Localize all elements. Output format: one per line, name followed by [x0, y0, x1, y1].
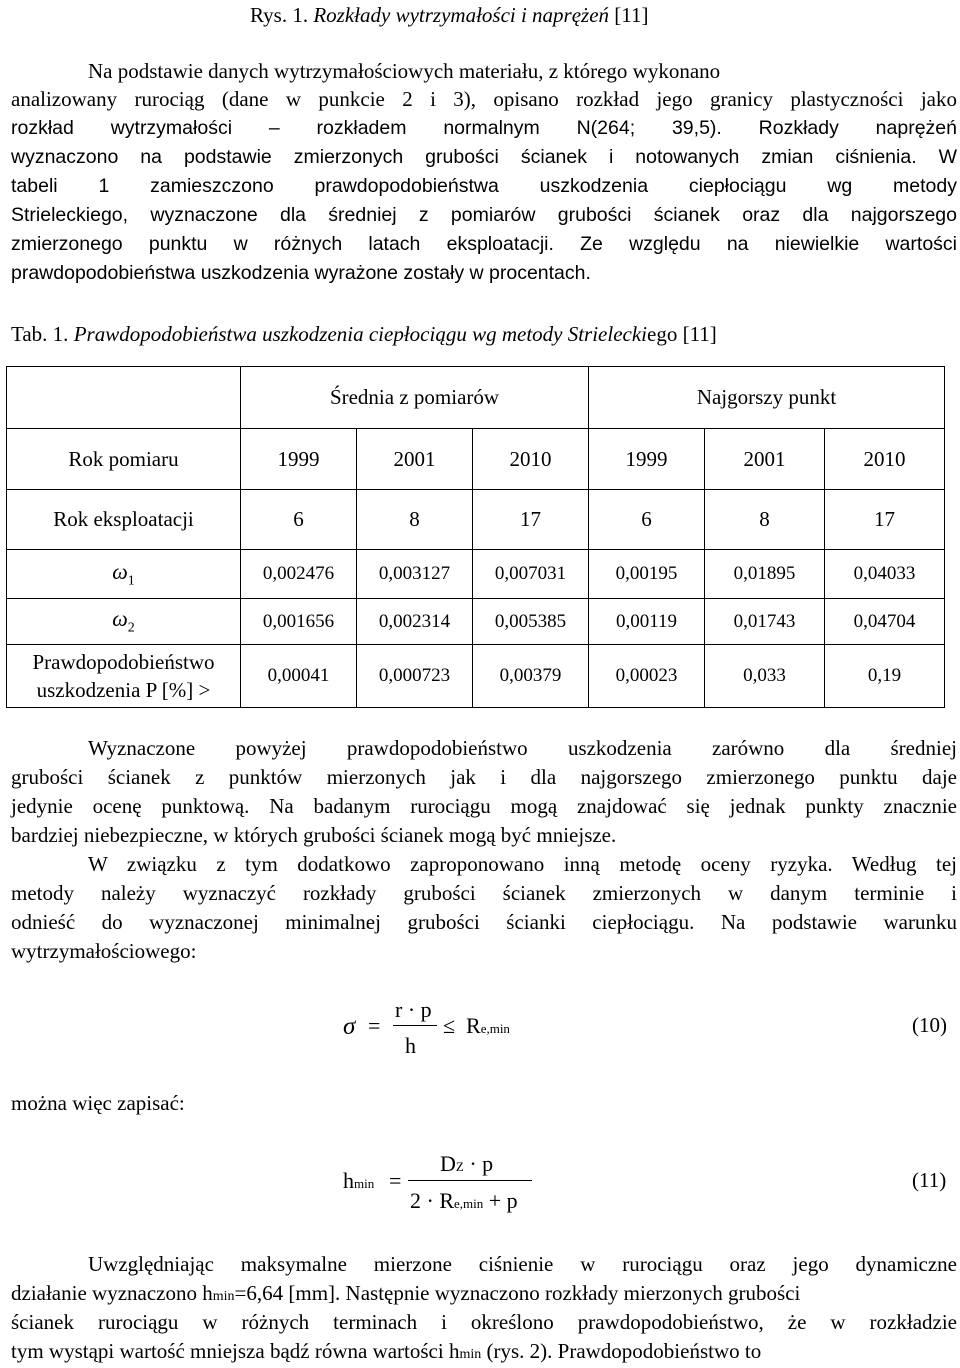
- table-cell: 0,007031: [473, 550, 589, 599]
- formula-rhs: [466, 1013, 510, 1039]
- lhs-symbol: h: [343, 1168, 354, 1193]
- table-cell: 0,00041: [241, 645, 357, 708]
- figure-caption-prefix: Rys. 1.: [250, 3, 309, 27]
- paragraph-line: [11, 1280, 800, 1310]
- row-label-omega2: [7, 599, 241, 645]
- table-cell: 2010: [825, 429, 945, 490]
- table-cell: 8: [705, 490, 825, 550]
- paragraph-line: Uwzględniając maksymalne mierzone ciśnienie w rurociągu oraz jego dynamiczne: [88, 1252, 957, 1276]
- bridge-text: można więc zapisać:: [11, 1091, 185, 1115]
- table-cell: 0,00023: [589, 645, 705, 708]
- paragraph-line: ścianek rurociągu w różnych terminach i określono prawdopodobieństwo, że w rozkładzie: [11, 1310, 957, 1334]
- row-label: Rok pomiaru: [7, 429, 241, 490]
- table-cell: 0,003127: [357, 550, 473, 599]
- text-segment: tym wystąpi wartość mniejsza bądź równa wartości h: [11, 1339, 460, 1363]
- numerator-subscript: Z: [455, 1159, 464, 1174]
- paragraph-line: Strieleckiego, wyznaczone dla średniej z pomiarów grubości ścianek oraz dla najgorszego: [11, 204, 957, 226]
- paragraph-line: grubości ścianek z punktów mierzonych jak i dla najgorszego zmierzonego punktu daje: [11, 765, 957, 789]
- omega-subscript: 2: [127, 620, 135, 636]
- table-cell: 6: [589, 490, 705, 550]
- omega-subscript: 1: [127, 573, 135, 589]
- paragraph-line: W związku z tym dodatkowo zaproponowano inną metodę oceny ryzyka. Według tej: [88, 852, 957, 876]
- formula-numerator: r · p: [395, 997, 432, 1022]
- table-caption-end: ego [11]: [647, 322, 717, 346]
- paragraph-line: bardziej niebezpieczne, w których grubości ścianek mogą być mniejsze.: [11, 823, 617, 847]
- header-worst-point: Najgorszy punkt: [589, 367, 945, 429]
- figure-caption-title: Rozkłady wytrzymałości i naprężeń: [313, 3, 610, 27]
- table-corner-cell: [7, 367, 241, 429]
- header-average: Średnia z pomiarów: [241, 367, 589, 429]
- formula-lhs: [343, 1168, 374, 1194]
- table-cell: 0,005385: [473, 599, 589, 645]
- row-label-line1: Prawdopodobieństwo: [32, 650, 215, 674]
- denominator-b: + p: [483, 1188, 518, 1213]
- table-cell: 2001: [357, 429, 473, 490]
- table-cell: 0,00119: [589, 599, 705, 645]
- paragraph-line: analizowany rurociąg (dane w punkcie 2 i 3), opisano rozkład jego granicy plastyczności jako: [11, 87, 957, 111]
- table-cell: 17: [825, 490, 945, 550]
- text-segment: (rys. 2). Prawdopodobieństwo to: [481, 1339, 762, 1363]
- table-cell: 2001: [705, 429, 825, 490]
- table-caption-prefix: Tab. 1.: [11, 322, 69, 346]
- paragraph-line: jedynie ocenę punktową. Na badanym rurociągu mogą znajdować się jednak punkty znacznie: [11, 794, 957, 818]
- table-cell: 0,00379: [473, 645, 589, 708]
- formula-denominator: [410, 1188, 518, 1214]
- row-label-line2: uszkodzenia P [%] >: [36, 678, 211, 702]
- omega-symbol: ω: [112, 558, 128, 584]
- table-cell: 0,001656: [241, 599, 357, 645]
- table-cell: 0,01895: [705, 550, 825, 599]
- text-subscript: min: [459, 1347, 482, 1362]
- paragraph-line: zmierzonego punktu w różnych latach eksploatacji. Ze względu na niewielkie wartości: [11, 233, 957, 255]
- text-segment: =6,64 [mm]. Następnie wyznaczono rozkłady mierzonych grubości: [234, 1281, 801, 1305]
- fraction-bar: [393, 1025, 437, 1026]
- paragraph-line: wyznaczono na podstawie zmierzonych grubości ścianek i notowanych zmian ciśnienia. W: [11, 146, 957, 168]
- equation-number-10: (10): [912, 1013, 947, 1037]
- table-row: [7, 599, 945, 645]
- table-caption-title: Prawdopodobieństwa uszkodzenia ciepłociągu wg metody Strielecki: [73, 322, 648, 346]
- paragraph-line: metody należy wyznaczyć rozkłady grubości ścianek zmierzonych w danym terminie i: [11, 881, 957, 905]
- omega-symbol: ω: [112, 606, 128, 632]
- formula-numerator: [440, 1151, 493, 1177]
- table-cell: 1999: [241, 429, 357, 490]
- denominator-subscript: e,min: [454, 1196, 484, 1211]
- table-cell: 0,01743: [705, 599, 825, 645]
- table-caption: [11, 321, 717, 347]
- lhs-subscript: min: [354, 1176, 375, 1191]
- paragraph-line: [11, 1338, 761, 1368]
- paragraph-line: tabeli 1 zamieszczono prawdopodobieństwa uszkodzenia ciepłociągu wg metody: [11, 175, 957, 197]
- table-cell: 0,002314: [357, 599, 473, 645]
- paragraph-line: prawdopodobieństwa uszkodzenia wyrażone zostały w procentach.: [11, 262, 591, 284]
- table-cell: 0,000723: [357, 645, 473, 708]
- text-segment: działanie wyznaczono h: [11, 1281, 213, 1305]
- table-header-row: [7, 367, 945, 429]
- table-cell: 8: [357, 490, 473, 550]
- table-cell: 0,002476: [241, 550, 357, 599]
- numerator-rest: · p: [463, 1151, 494, 1176]
- paragraph-line: rozkład wytrzymałości – rozkładem normalnym N(264; 39,5). Rozkłady naprężeń: [11, 117, 957, 139]
- sigma-symbol: σ: [343, 1013, 356, 1040]
- table-cell: 17: [473, 490, 589, 550]
- fraction-bar: [408, 1180, 532, 1181]
- figure-caption-ref: [11]: [614, 3, 649, 27]
- leq-sign: ≤: [443, 1013, 456, 1038]
- row-label-omega1: [7, 550, 241, 599]
- paragraph-line: wytrzymałościowego:: [11, 939, 197, 963]
- table-row: [7, 490, 945, 550]
- row-label-probability: [7, 645, 241, 708]
- table-cell: 0,19: [825, 645, 945, 708]
- row-label: Rok eksploatacji: [7, 490, 241, 550]
- equation-number-11: (11): [912, 1168, 947, 1192]
- rhs-subscript: e,min: [480, 1021, 510, 1036]
- rhs-symbol: R: [466, 1013, 481, 1038]
- table-cell: 2010: [473, 429, 589, 490]
- table-cell: 6: [241, 490, 357, 550]
- table-row: [7, 550, 945, 599]
- denominator-a: 2 · R: [410, 1188, 454, 1213]
- equals-sign: =: [389, 1168, 402, 1193]
- figure-caption: [250, 2, 649, 28]
- numerator-symbol: D: [440, 1151, 456, 1176]
- table-row: [7, 429, 945, 490]
- paragraph-line: odnieść do wyznaczonej minimalnej grubości ścianki ciepłociągu. Na podstawie warunku: [11, 910, 957, 934]
- table-row: [7, 645, 945, 708]
- table-cell: 0,04704: [825, 599, 945, 645]
- table-cell: 0,033: [705, 645, 825, 708]
- formula-denominator: h: [405, 1033, 416, 1058]
- probability-table: [6, 366, 945, 708]
- table-cell: 0,04033: [825, 550, 945, 599]
- table-cell: 1999: [589, 429, 705, 490]
- paragraph-line: Wyznaczone powyżej prawdopodobieństwo uszkodzenia zarówno dla średniej: [88, 736, 957, 760]
- table-cell: 0,00195: [589, 550, 705, 599]
- equals-sign: =: [368, 1013, 381, 1038]
- paragraph-line: Na podstawie danych wytrzymałościowych materiału, z którego wykonano: [88, 59, 721, 83]
- text-subscript: min: [212, 1289, 235, 1304]
